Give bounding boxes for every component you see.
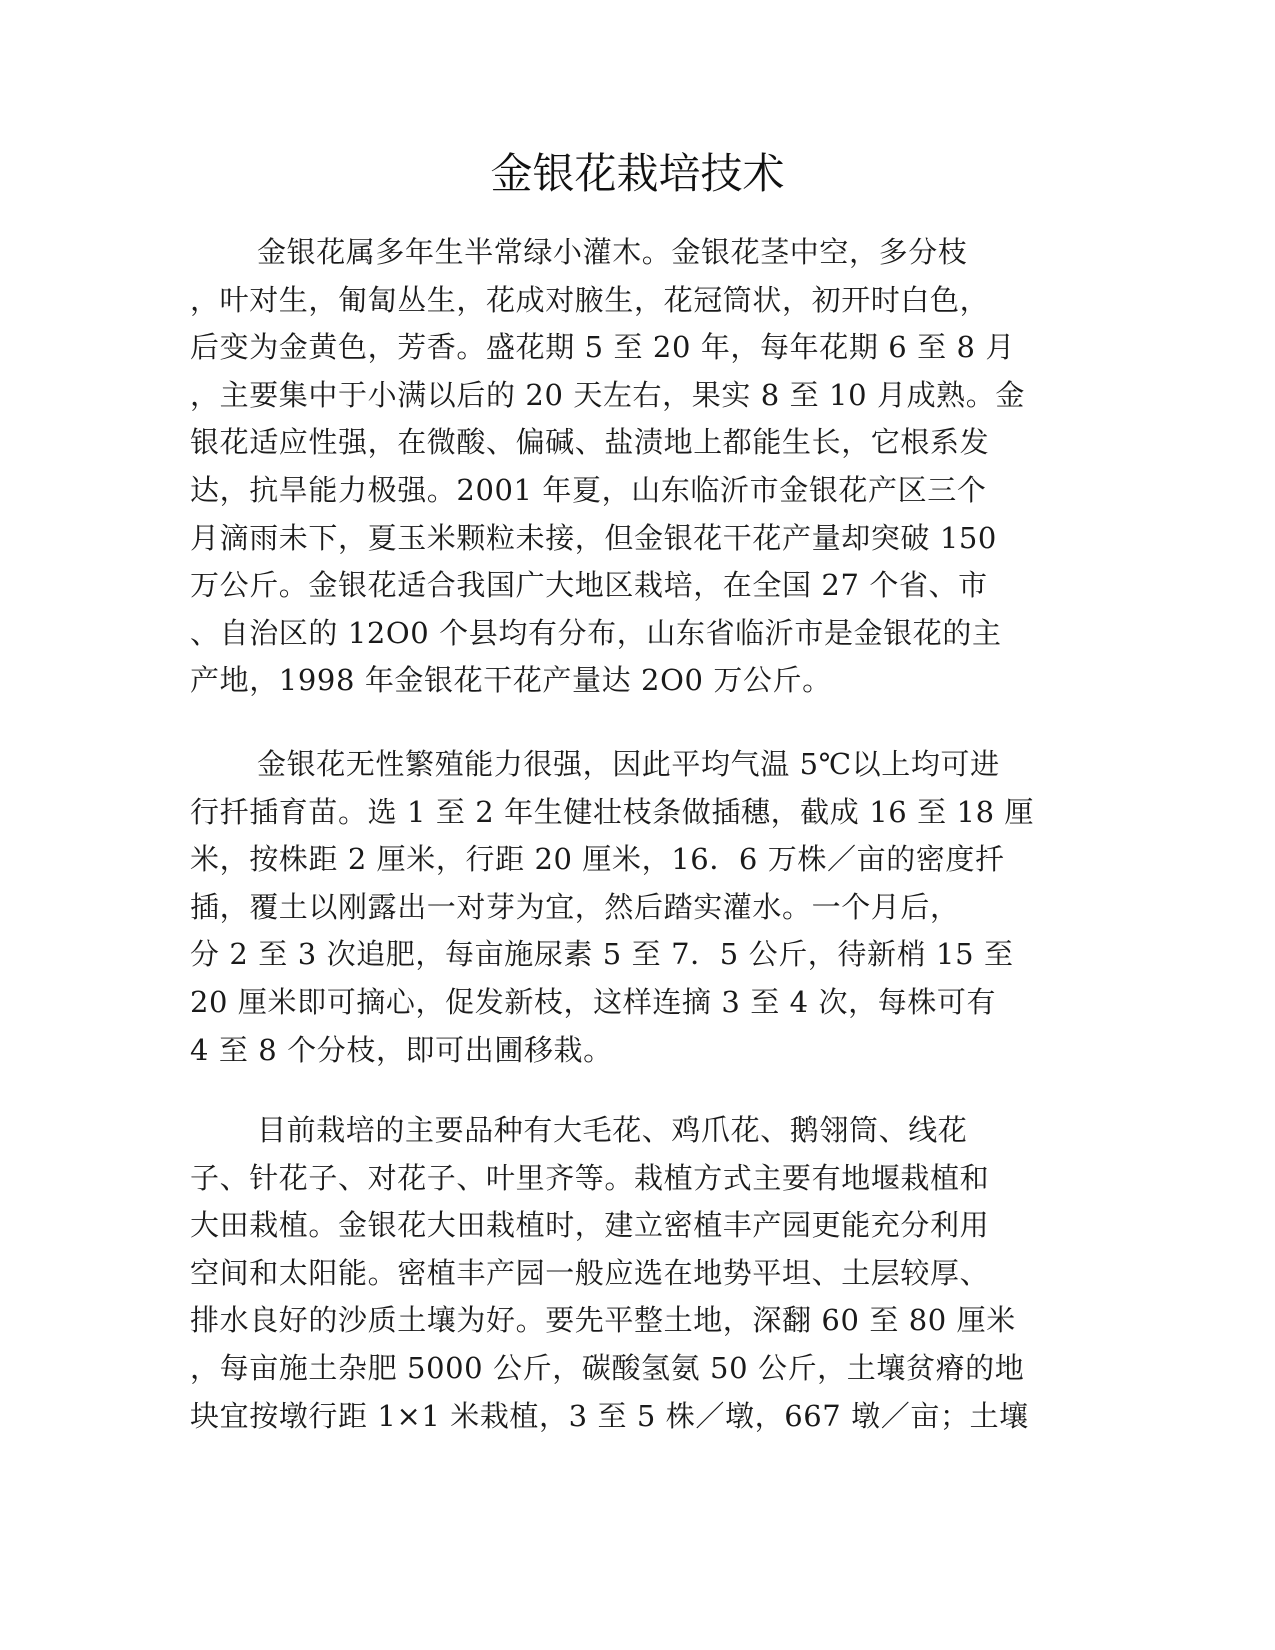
text-line: 后变为金黄色，芳香。盛花期 5 至 20 年，每年花期 6 至 8 月 (190, 330, 1016, 365)
text-line: 子、针花子、对花子、叶里齐等。栽植方式主要有地堰栽植和 (190, 1160, 990, 1195)
text-line: 金银花无性繁殖能力很强，因此平均气温 5℃以上均可进 (257, 747, 1000, 781)
text-line: ，叶对生，匍匐丛生，花成对腋生，花冠筒状，初开时白色， (190, 282, 990, 317)
text-line: 目前栽培的主要品种有大毛花、鸡爪花、鹅翎筒、线花 (257, 1113, 968, 1147)
text-line: 分 2 至 3 次追肥，每亩施尿素 5 至 7．5 公斤，待新梢 15 至 (190, 937, 1014, 972)
text-line: 大田栽植。金银花大田栽植时，建立密植丰产园更能充分利用 (190, 1208, 990, 1243)
text-line: ，每亩施土杂肥 5000 公斤，碳酸氢氨 50 公斤，土壤贫瘠的地 (190, 1350, 1025, 1385)
text-line: 插，覆土以刚露出一对芽为宜，然后踏实灌水。一个月后， (190, 889, 960, 924)
text-line: 、自治区的 12O0 个县均有分布，山东省临沂市是金银花的主 (190, 615, 1002, 650)
text-line: 达，抗旱能力极强。2001 年夏，山东临沂市金银花产区三个 (190, 472, 987, 507)
document-title: 金银花栽培技术 (490, 149, 785, 198)
text-line: 金银花属多年生半常绿小灌木。金银花茎中空，多分枝 (257, 235, 968, 269)
text-line: 月滴雨未下，夏玉米颗粒未接，但金银花干花产量却突破 150 (190, 520, 997, 555)
text-line: ，主要集中于小满以后的 20 天左右，果实 8 至 10 月成熟。金 (190, 377, 1025, 412)
text-line: 行扦插育苗。选 1 至 2 年生健壮枝条做插穗，截成 16 至 18 厘 (190, 794, 1035, 829)
text-line: 万公斤。金银花适合我国广大地区栽培，在全国 27 个省、市 (190, 568, 988, 603)
text-line: 米，按株距 2 厘米，行距 20 厘米，16．6 万株／亩的密度扦 (190, 842, 1005, 877)
text-line: 排水良好的沙质土壤为好。要先平整土地，深翻 60 至 80 厘米 (190, 1303, 1016, 1338)
text-line: 产地，1998 年金银花干花产量达 2O0 万公斤。 (190, 663, 832, 698)
paragraph-3 (190, 1107, 1090, 1440)
text-line: 块宜按墩行距 1×1 米栽植，3 至 5 株／墩，667 墩／亩；土壤 (190, 1398, 1029, 1433)
text-line: 20 厘米即可摘心，促发新枝，这样连摘 3 至 4 次，每株可有 (190, 984, 997, 1019)
paragraph-2 (190, 741, 1090, 1074)
paragraph-1 (190, 229, 1090, 705)
text-line: 银花适应性强，在微酸、偏碱、盐渍地上都能生长，它根系发 (190, 425, 990, 460)
text-line: 空间和太阳能。密植丰产园一般应选在地势平坦、土层较厚、 (190, 1255, 990, 1290)
text-line: 4 至 8 个分枝，即可出圃移栽。 (190, 1032, 613, 1067)
